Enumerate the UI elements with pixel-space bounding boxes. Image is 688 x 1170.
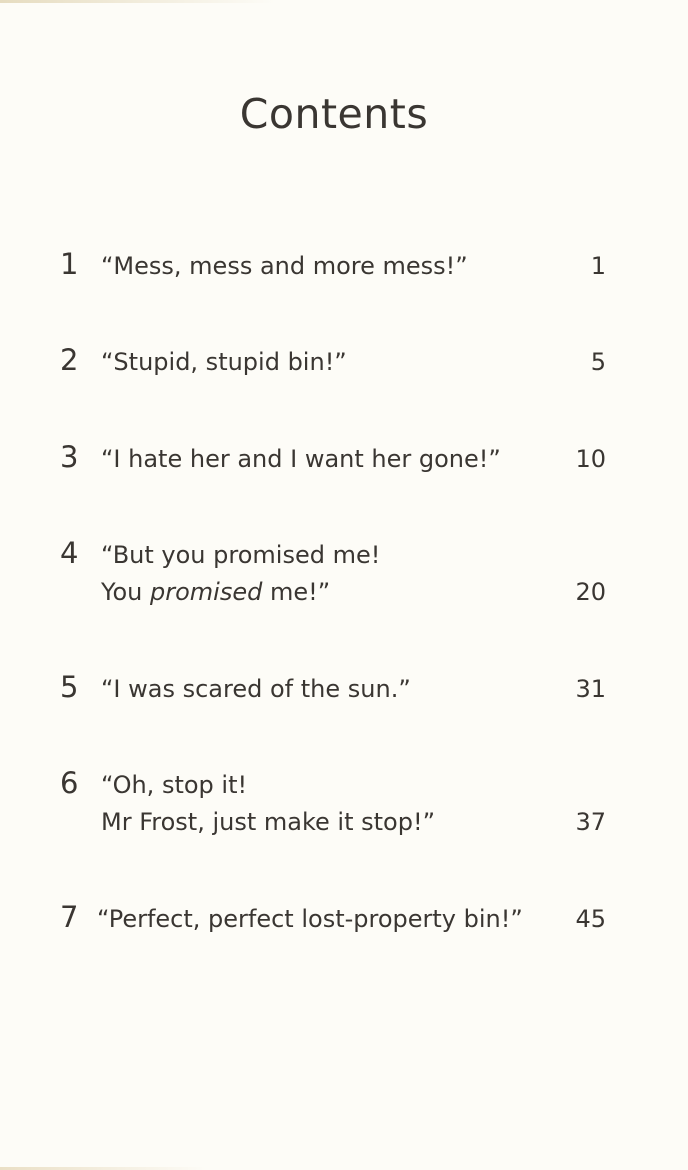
chapter-title: “I hate her and I want her gone!” — [101, 445, 501, 473]
chapter-title: “Perfect, perfect lost-property bin!” — [97, 905, 523, 933]
chapter-number: 2 — [60, 343, 79, 377]
chapter-number: 4 — [60, 536, 79, 570]
page-number: 37 — [575, 808, 606, 836]
chapter-title-line-2: Mr Frost, just make it stop!” — [101, 808, 435, 836]
chapter-number: 3 — [60, 440, 79, 474]
chapter-title-line-2 — [101, 574, 330, 610]
chapter-title: “Mess, mess and more mess!” — [101, 252, 468, 280]
chapter-title-text: me!” — [262, 578, 331, 606]
chapter-title-line-1: “But you promised me! — [101, 541, 381, 569]
page-number: 31 — [575, 675, 606, 703]
chapter-number: 5 — [60, 670, 79, 704]
page-title: Contents — [239, 90, 429, 138]
page-number: 20 — [575, 578, 606, 606]
page-number: 45 — [575, 905, 606, 933]
page-number: 5 — [590, 348, 606, 376]
chapter-title-text: You — [101, 578, 150, 606]
page-number: 10 — [575, 445, 606, 473]
chapter-title-line-1: “Oh, stop it! — [101, 771, 248, 799]
chapter-number: 7 — [60, 900, 79, 934]
page-edge-top — [0, 0, 688, 3]
chapter-number: 1 — [60, 247, 79, 281]
chapter-title-emphasis: promised — [150, 578, 263, 606]
chapter-number: 6 — [60, 766, 79, 800]
chapter-title: “Stupid, stupid bin!” — [101, 348, 347, 376]
page-number: 1 — [590, 252, 606, 280]
chapter-title: “I was scared of the sun.” — [101, 675, 411, 703]
